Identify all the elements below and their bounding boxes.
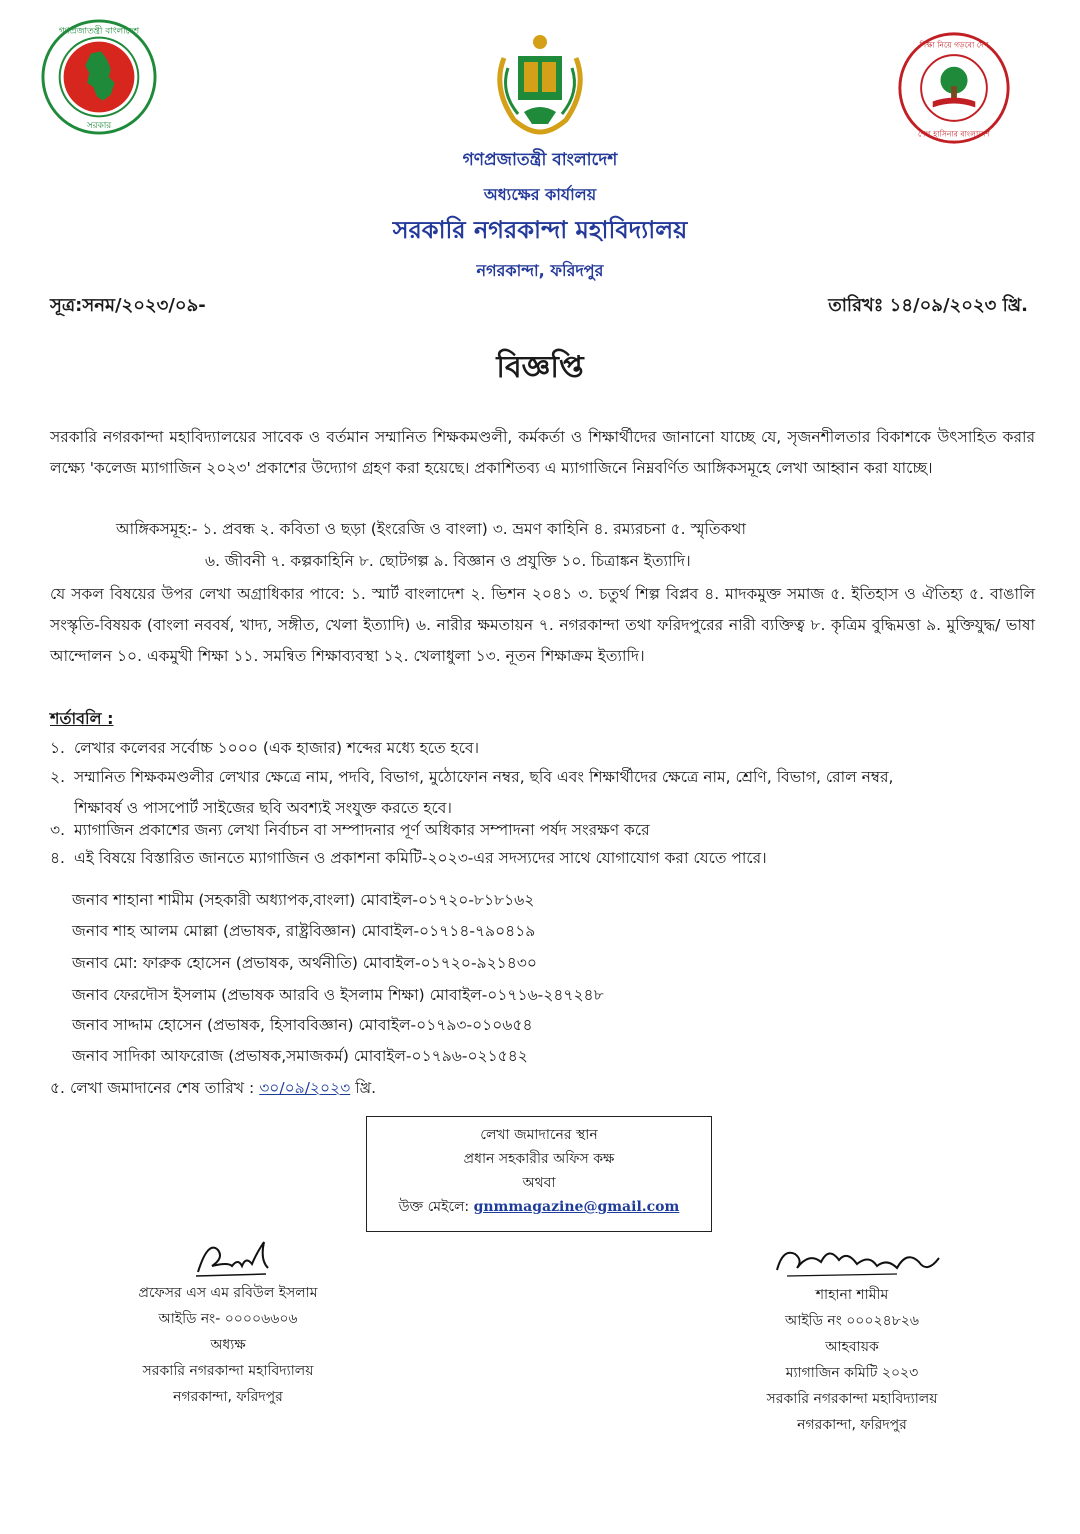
term-number: ৪. — [50, 849, 65, 867]
convener-id: আইডি নং ০০০২৪৮২৬ — [785, 1313, 919, 1329]
deadline-label: লেখা জমাদানের শেষ তারিখ : — [69, 1079, 255, 1097]
principal-signature-block — [118, 1232, 338, 1410]
education-seal-icon — [896, 30, 1012, 146]
notice-title: বিজ্ঞপ্তি — [496, 350, 584, 385]
country-heading: গণপ্রজাতন্ত্রী বাংলাদেশ — [462, 150, 618, 170]
term-number: ৩. — [50, 821, 66, 839]
submission-place-label: লেখা জমাদানের স্থান — [480, 1127, 598, 1143]
genres-line-1: আঙ্গিকসমূহ:- ১. প্রবন্ধ ২. কবিতা ও ছড়া (ইংরেজি ও বাংলা) ৩. ভ্রমণ কাহিনি ৪. রম্যরচনা ৫. স্মৃতিকথা — [116, 520, 746, 538]
convener-committee: ম্যাগাজিন কমিটি ২০২৩ — [785, 1365, 919, 1381]
term-item — [50, 733, 1035, 764]
term-text-continued: শিক্ষাবর্ষ ও পাসপোর্ট সাইজের ছবি অবশ্যই সংযুক্ত করতে হবে। — [74, 799, 452, 817]
submission-office: প্রধান সহকারীর অফিস কক্ষ — [463, 1151, 615, 1167]
seal-right-top-text: শিক্ষা নিয়ে গড়বো দেশ — [919, 40, 989, 50]
principal-id: আইডি নং- ০০০০৬৬০৬ — [158, 1311, 298, 1327]
email-label: উক্ত মেইলে: — [398, 1199, 470, 1215]
term-text: সম্মানিত শিক্ষকমণ্ডলীর লেখার ক্ষেত্রে নাম, পদবি, বিভাগ, মুঠোফোন নম্বর, ছবি এবং শিক্ষার্থীদের ক্ষেত্রে নাম, শ্রেণি, বিভাগ, রোল নম্বর, — [74, 768, 894, 786]
term-number: ২. — [50, 768, 66, 786]
terms-heading: শর্তাবলি : — [50, 709, 114, 728]
term-text: ম্যাগাজিন প্রকাশের জন্য লেখা নির্বাচন বা সম্পাদনার পূর্ণ অধিকার সম্পাদনা পর্ষদ সংরক্ষণ করে — [74, 821, 650, 839]
contact-line: জনাব শাহানা শামীম (সহকারী অধ্যাপক,বাংলা) মোবাইল-০১৭২০-৮১৮১৬২ — [72, 891, 535, 909]
seal-left-top-text: গণপ্রজাতন্ত্রী বাংলাদেশ — [58, 26, 140, 37]
college-heading: সরকারি নগরকান্দা মহাবিদ্যালয় — [392, 216, 688, 244]
contact-line: জনাব শাহ আলম মোল্লা (প্রভাষক, রাষ্ট্রবিজ্ঞান) মোবাইল-০১৭১৪-৭৯০৪১৯ — [72, 922, 536, 940]
reference-number: সূত্র:সনম/২০২৩/০৯- — [50, 295, 206, 316]
convener-role: আহবায়ক — [825, 1339, 879, 1355]
convener-name: শাহানা শামীম — [815, 1287, 889, 1303]
submission-email-row — [367, 1195, 711, 1219]
address-heading: নগরকান্দা, ফরিদপুর — [476, 261, 604, 280]
term-number: ১. — [50, 739, 65, 757]
genres-line-2: ৬. জীবনী ৭. কল্পকাহিনি ৮. ছোটগল্প ৯. বিজ্ঞান ও প্রযুক্তি ১০. চিত্রাঙ্কন ইত্যাদি। — [205, 552, 691, 570]
term-text: এই বিষয়ে বিস্তারিত জানতে ম্যাগাজিন ও প্রকাশনা কমিটি-২০২৩-এর সদস্যদের সাথে যোগাযোগ করা যেতে পারে। — [74, 849, 767, 867]
seal-left-bottom-text: সরকার — [86, 121, 112, 132]
principal-college: সরকারি নগরকান্দা মহাবিদ্যালয় — [142, 1363, 314, 1379]
submission-box — [366, 1116, 712, 1232]
principal-signature — [168, 1232, 288, 1280]
convener-signature-block — [742, 1240, 962, 1438]
office-heading: অধ্যক্ষের কার্যালয় — [483, 185, 597, 204]
contact-line: জনাব মো: ফারুক হোসেন (প্রভাষক, অর্থনীতি) মোবাইল-০১৭২০-৯২১৪৩০ — [72, 954, 537, 972]
submission-email-link[interactable]: gnmmagazine@gmail.com — [473, 1199, 680, 1215]
priority-topics-paragraph: যে সকল বিষয়ের উপর লেখা অগ্রাধিকার পাবে: ১. স্মার্ট বাংলাদেশ ২. ভিশন ২০৪১ ৩. চতুর্থ শিল্প বিপ্লব ৪. মাদকমুক্ত সমাজ ৫. ইতিহাস ও ঐতিহ্য ৫. বাঙালি সংস্কৃতি-বিষয়ক (বাংলা নববর্ষ, খাদ্য, সঙ্গীত, খেলা ইত্যাদি) ৬. নারীর ক্ষমতায়ন ৭. নগরকান্দা তথা ফরিদপুরের নারী ব্যক্তিত্ব ৮. কৃত্রিম বুদ্ধিমত্তা ৯. মুক্তিযুদ্ধ/ ভাষা আন্দোলন ১০. একমুখী শিক্ষা ১১. সমন্বিত শিক্ষাব্যবস্থা ১২. খেলাধুলা ১৩. নূতন শিক্ষাক্রম ইত্যাদি। — [50, 585, 1035, 665]
contact-line: জনাব সাদিকা আফরোজ (প্রভাষক,সমাজকর্ম) মোবাইল-০১৭৯৬-০২১৫৪২ — [72, 1047, 528, 1065]
govt-seal-icon — [40, 18, 158, 136]
seal-right-bottom-text: শেখ হাসিনার বাংলাদেশ — [918, 129, 990, 139]
submission-or: অথবা — [522, 1175, 556, 1191]
term-text: লেখার কলেবর সর্বোচ্চ ১০০০ (এক হাজার) শব্দের মধ্যে হতে হবে। — [74, 739, 480, 757]
deadline-suffix: খ্রি. — [355, 1079, 377, 1097]
term-item — [50, 815, 1035, 846]
intro-paragraph: সরকারি নগরকান্দা মহাবিদ্যালয়ের সাবেক ও বর্তমান সম্মানিত শিক্ষকমণ্ডলী, কর্মকর্তা ও শিক্ষার্থীদের জানানো যাচ্ছে যে, সৃজনশীলতার বিকাশকে উৎসাহিত করার লক্ষ্যে 'কলেজ ম্যাগাজিন ২০২৩' প্রকাশের উদ্যোগ গ্রহণ করা হয়েছে। প্রকাশিতব্য এ ম্যাগাজিনে নিম্নবর্ণিত আঙ্গিকসমূহে লেখা আহ্বান করা যাচ্ছে। — [50, 428, 1035, 477]
principal-address: নগরকান্দা, ফরিদপুর — [173, 1389, 283, 1405]
term-item — [50, 843, 1035, 874]
principal-name: প্রফেসর এস এম রবিউল ইসলাম — [138, 1285, 318, 1301]
term-number: ৫. — [50, 1079, 65, 1097]
notice-date: তারিখঃ ১৪/০৯/২০২৩ খ্রি. — [828, 295, 1028, 316]
deadline-date: ৩০/০৯/২০২৩ — [259, 1079, 351, 1097]
convener-address: নগরকান্দা, ফরিদপুর — [797, 1417, 907, 1433]
college-crest-icon — [484, 28, 596, 140]
convener-college: সরকারি নগরকান্দা মহাবিদ্যালয় — [766, 1391, 938, 1407]
deadline-term — [50, 1076, 376, 1102]
contact-line: জনাব সাদ্দাম হোসেন (প্রভাষক, হিসাববিজ্ঞান) মোবাইল-০১৭৯৩-০১০৬৫৪ — [72, 1016, 533, 1034]
contact-line: জনাব ফেরদৌস ইসলাম (প্রভাষক আরবি ও ইসলাম শিক্ষা) মোবাইল-০১৭১৬-২৪৭২৪৮ — [72, 986, 604, 1004]
convener-signature — [747, 1240, 957, 1282]
principal-role: অধ্যক্ষ — [210, 1337, 246, 1353]
